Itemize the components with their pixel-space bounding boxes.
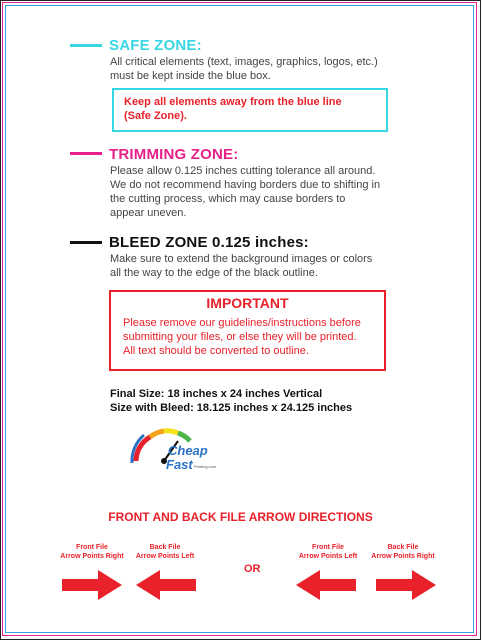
label-line: Front File xyxy=(76,544,108,551)
label-line: Arrow Points Left xyxy=(135,553,195,560)
safe-zone-desc-line: must be kept inside the blue box. xyxy=(110,70,271,82)
important-body xyxy=(123,316,383,358)
safe-zone-description xyxy=(110,55,378,83)
safe-zone-desc-line: All critical elements (text, images, graphics, logos, etc.) xyxy=(110,56,378,68)
label-line: Back File xyxy=(387,544,419,551)
cheapfastprinting-logo xyxy=(128,423,238,475)
label-line: Front File xyxy=(312,544,344,551)
safe-box-line: Keep all elements away from the blue line xyxy=(124,96,342,108)
logo-word-fast: Fast xyxy=(166,457,193,472)
back-file-label-2 xyxy=(363,543,443,561)
safe-zone-swatch xyxy=(70,44,102,47)
label-line: Arrow Points Right xyxy=(371,553,435,560)
trimming-desc-line: appear uneven. xyxy=(110,207,187,219)
trimming-zone-description xyxy=(110,164,380,220)
logo-small-text: Printing.com xyxy=(194,464,217,469)
bleed-zone-title: BLEED ZONE 0.125 inches: xyxy=(109,234,309,251)
safe-zone-box xyxy=(112,88,388,132)
arrow-left-icon xyxy=(136,570,196,600)
important-line: Please remove our guidelines/instructions before xyxy=(123,317,361,329)
bleed-desc-line: all the way to the edge of the black outline. xyxy=(110,267,318,279)
safe-zone-title: SAFE ZONE: xyxy=(109,37,202,54)
label-line: Arrow Points Right xyxy=(60,553,124,560)
bleed-zone-description xyxy=(110,252,372,280)
arrow-right-icon xyxy=(376,570,436,600)
bleed-size-line: Size with Bleed: 18.125 inches x 24.125 inches xyxy=(110,402,353,414)
or-separator: OR xyxy=(244,563,261,575)
arrow-directions-heading: FRONT AND BACK FILE ARROW DIRECTIONS xyxy=(108,510,373,524)
back-file-label-1 xyxy=(125,543,205,561)
logo-graphic xyxy=(128,423,238,475)
trimming-desc-line: We do not recommend having borders due to shifting in xyxy=(110,179,381,191)
final-size-line: Final Size: 18 inches x 24 inches Vertical xyxy=(110,388,323,400)
bleed-zone-swatch xyxy=(70,241,102,244)
front-file-label-2 xyxy=(288,543,368,561)
arrow-right-icon xyxy=(62,570,122,600)
important-notice-box xyxy=(109,290,386,371)
front-file-label-1 xyxy=(52,543,132,561)
logo-word-cheap: Cheap xyxy=(168,443,208,458)
arrow-left-icon xyxy=(296,570,356,600)
trimming-desc-line: Please allow 0.125 inches cutting tolerance all around. xyxy=(110,165,376,177)
trimming-desc-line: the cutting process, which may cause borders to xyxy=(110,193,346,205)
trimming-zone-title: TRIMMING ZONE: xyxy=(109,146,239,163)
important-line: submitting your files, or else they will be printed. xyxy=(123,331,357,343)
label-line: Arrow Points Left xyxy=(298,553,358,560)
bleed-desc-line: Make sure to extend the background images or colors xyxy=(110,253,373,265)
important-title: IMPORTANT xyxy=(206,295,289,311)
label-line: Back File xyxy=(149,544,181,551)
final-size-info xyxy=(110,387,352,415)
important-line: All text should be converted to outline. xyxy=(123,345,309,357)
safe-box-line: (Safe Zone). xyxy=(124,110,187,122)
trimming-zone-swatch xyxy=(70,152,102,155)
